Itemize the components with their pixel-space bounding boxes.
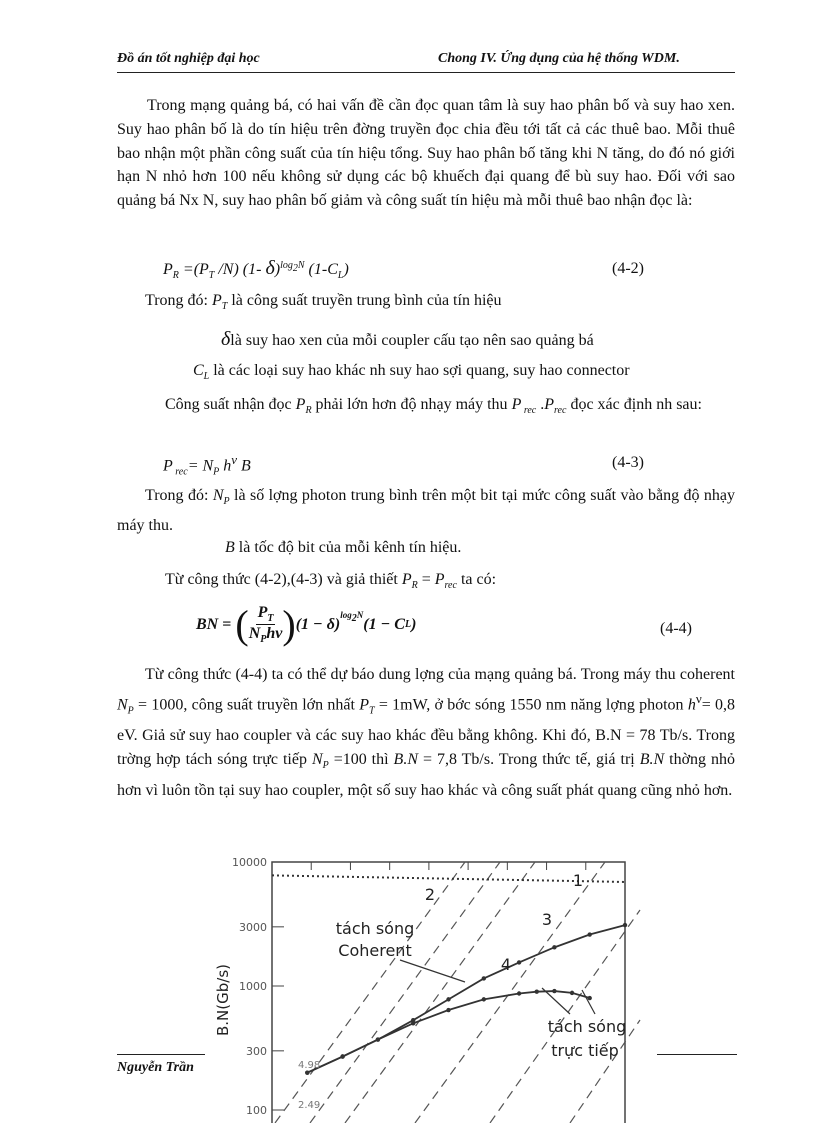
paragraph-2: Công suất nhận đọc $P_R$ phải lớn hơn độ nhạy máy thu P $_{rec}$ $.P_{rec}$ đọc xác định nh sau:	[165, 396, 702, 417]
chart-point	[623, 923, 627, 927]
chart-point	[552, 945, 556, 949]
header-left: Đồ án tốt nghiệp đại học	[117, 51, 260, 66]
chart-point	[446, 997, 450, 1001]
footer-rule-left	[117, 1054, 205, 1055]
chart-guide-line	[275, 862, 465, 1123]
paragraph-4: Từ công thức (4-4) ta có thể dự báo dung lợng của mạng quảng bá. Trong máy thu coherent $N_P = 1000$, công suất truyền lớn nhất $P_T = 1mW$, ở bớc sóng 1550 nm năng lợng photon $h^\nu= 0,8$ eV. Giả sử suy hao coupler và các suy hao khác đều bằng không. Khi đó, B.N = 78 Tb/s. Trong trờng hợp tách sóng trực tiếp $N_P =100$ thì B.N = 7,8 Tb/s. Trong thức tế, giá trị B.N thờng nhỏ hơn vì luôn tồn tại suy hao coupler, một số suy hao khác và công suất phát quang cũng nhỏ hơn.	[117, 666, 736, 799]
chart-y-tick-label: 300	[246, 1044, 267, 1058]
chart-point	[570, 991, 574, 995]
chart-y-tick-label: 100	[246, 1104, 267, 1117]
chart-point	[517, 960, 521, 964]
chart-point	[588, 996, 592, 1000]
chart-leader-line	[582, 990, 595, 1014]
chart-annotation: tách sóng	[335, 919, 415, 938]
chart-annotation: tách sóng	[547, 1017, 627, 1036]
chart-annotation: 3	[541, 910, 553, 929]
chart-point	[446, 1008, 450, 1012]
chart-annotation: 1	[572, 871, 584, 890]
chart-annotation: 2.49	[298, 1100, 321, 1111]
where-pt: Trong đó: $P_T$ là công suất truyền trung bình của tín hiệu	[145, 292, 502, 313]
chart-point	[340, 1054, 344, 1058]
equation-4-2: $P_R =(P_T$ /N) (1- δ)$^{log_2N}$ $(1-C_L)$	[163, 257, 349, 282]
chart-point	[411, 1021, 415, 1025]
chart-point	[535, 989, 539, 993]
equation-number-4-2: (4-2)	[612, 260, 644, 277]
footer-rule-right	[657, 1054, 737, 1055]
equation-number-4-4: (4-4)	[660, 620, 692, 637]
chart-point	[588, 932, 592, 936]
chart-y-tick-label: 10000	[232, 856, 267, 869]
chart-y-tick-label: 1000	[239, 980, 267, 993]
chart-point	[376, 1037, 380, 1041]
where-cl: $C_L$ là các loại suy hao khác nh suy hao sợi quang, suy hao connector	[193, 362, 630, 383]
where-delta: δlà suy hao xen của mỗi coupler cấu tạo nên sao quảng bá	[221, 328, 594, 350]
chart-annotation: Coherent	[338, 941, 412, 960]
equation-4-4: BN = ( $P_T$ $N_Ph\nu$ ) (1 − δ) $^{log_2N}$ (1 − C L )	[196, 601, 417, 647]
where-b: B là tốc độ bit của mỗi kênh tín hiệu.	[225, 539, 462, 556]
chart-point	[305, 1070, 309, 1074]
paragraph-3: Từ công thức (4-2),(4-3) và giả thiết $P_R = P_{rec}$ ta có:	[165, 571, 497, 592]
chart-y-tick-label: 3000	[239, 920, 267, 934]
footer-author: Nguyễn Trần	[117, 1060, 194, 1075]
chart-annotation: 2	[424, 885, 436, 904]
chart-annotation: 4	[500, 955, 512, 974]
chart-point	[482, 997, 486, 1001]
where-np: Trong đó: $N_P$ là số lợng photon trung bình trên một bit tại mức công suất vào bằng độ nhạy máy thu.	[117, 487, 736, 534]
chart-point	[482, 976, 486, 980]
chart-guide-line	[415, 862, 605, 1123]
chart-guide-line	[310, 862, 500, 1123]
equation-4-3: P $_{rec}= N_P$ $h^\nu$ B	[163, 452, 251, 478]
chart-point	[517, 991, 521, 995]
chart-annotation: trực tiếp	[551, 1041, 619, 1060]
chart-annotation: 4.98	[298, 1060, 321, 1071]
equation-number-4-3: (4-3)	[612, 454, 644, 471]
header-rule	[117, 72, 735, 73]
paragraph-1: Trong mạng quảng bá, có hai vấn đề cần đọc quan tâm là suy hao phân bố và suy hao xen. Suy hao phân bố là do tín hiệu trên đờng truyền đọc chia đều tới tất cả các thuê bao. Mỗi thuê bao nhận một phần công suất của tín hiệu tổng. Suy hao phân bố tăng khi N tăng, do đó nó giới hạn N nhỏ hơn 100 nếu không sử dụng các bộ khuếch đại quang để bù suy hao. Đối với sao quảng bá Nx N, suy hao phân bố giảm và công suất tín hiệu mà mỗi thuê bao nhận đọc là:	[117, 97, 735, 210]
bn-capacity-chart	[200, 850, 660, 1123]
chart-y-axis-label: B.N(Gb/s)	[214, 964, 232, 1036]
header-right: Chong IV. Ứng dụng của hệ thống WDM.	[438, 51, 680, 66]
chart-guide-line	[345, 862, 535, 1123]
chart-point	[552, 989, 556, 993]
